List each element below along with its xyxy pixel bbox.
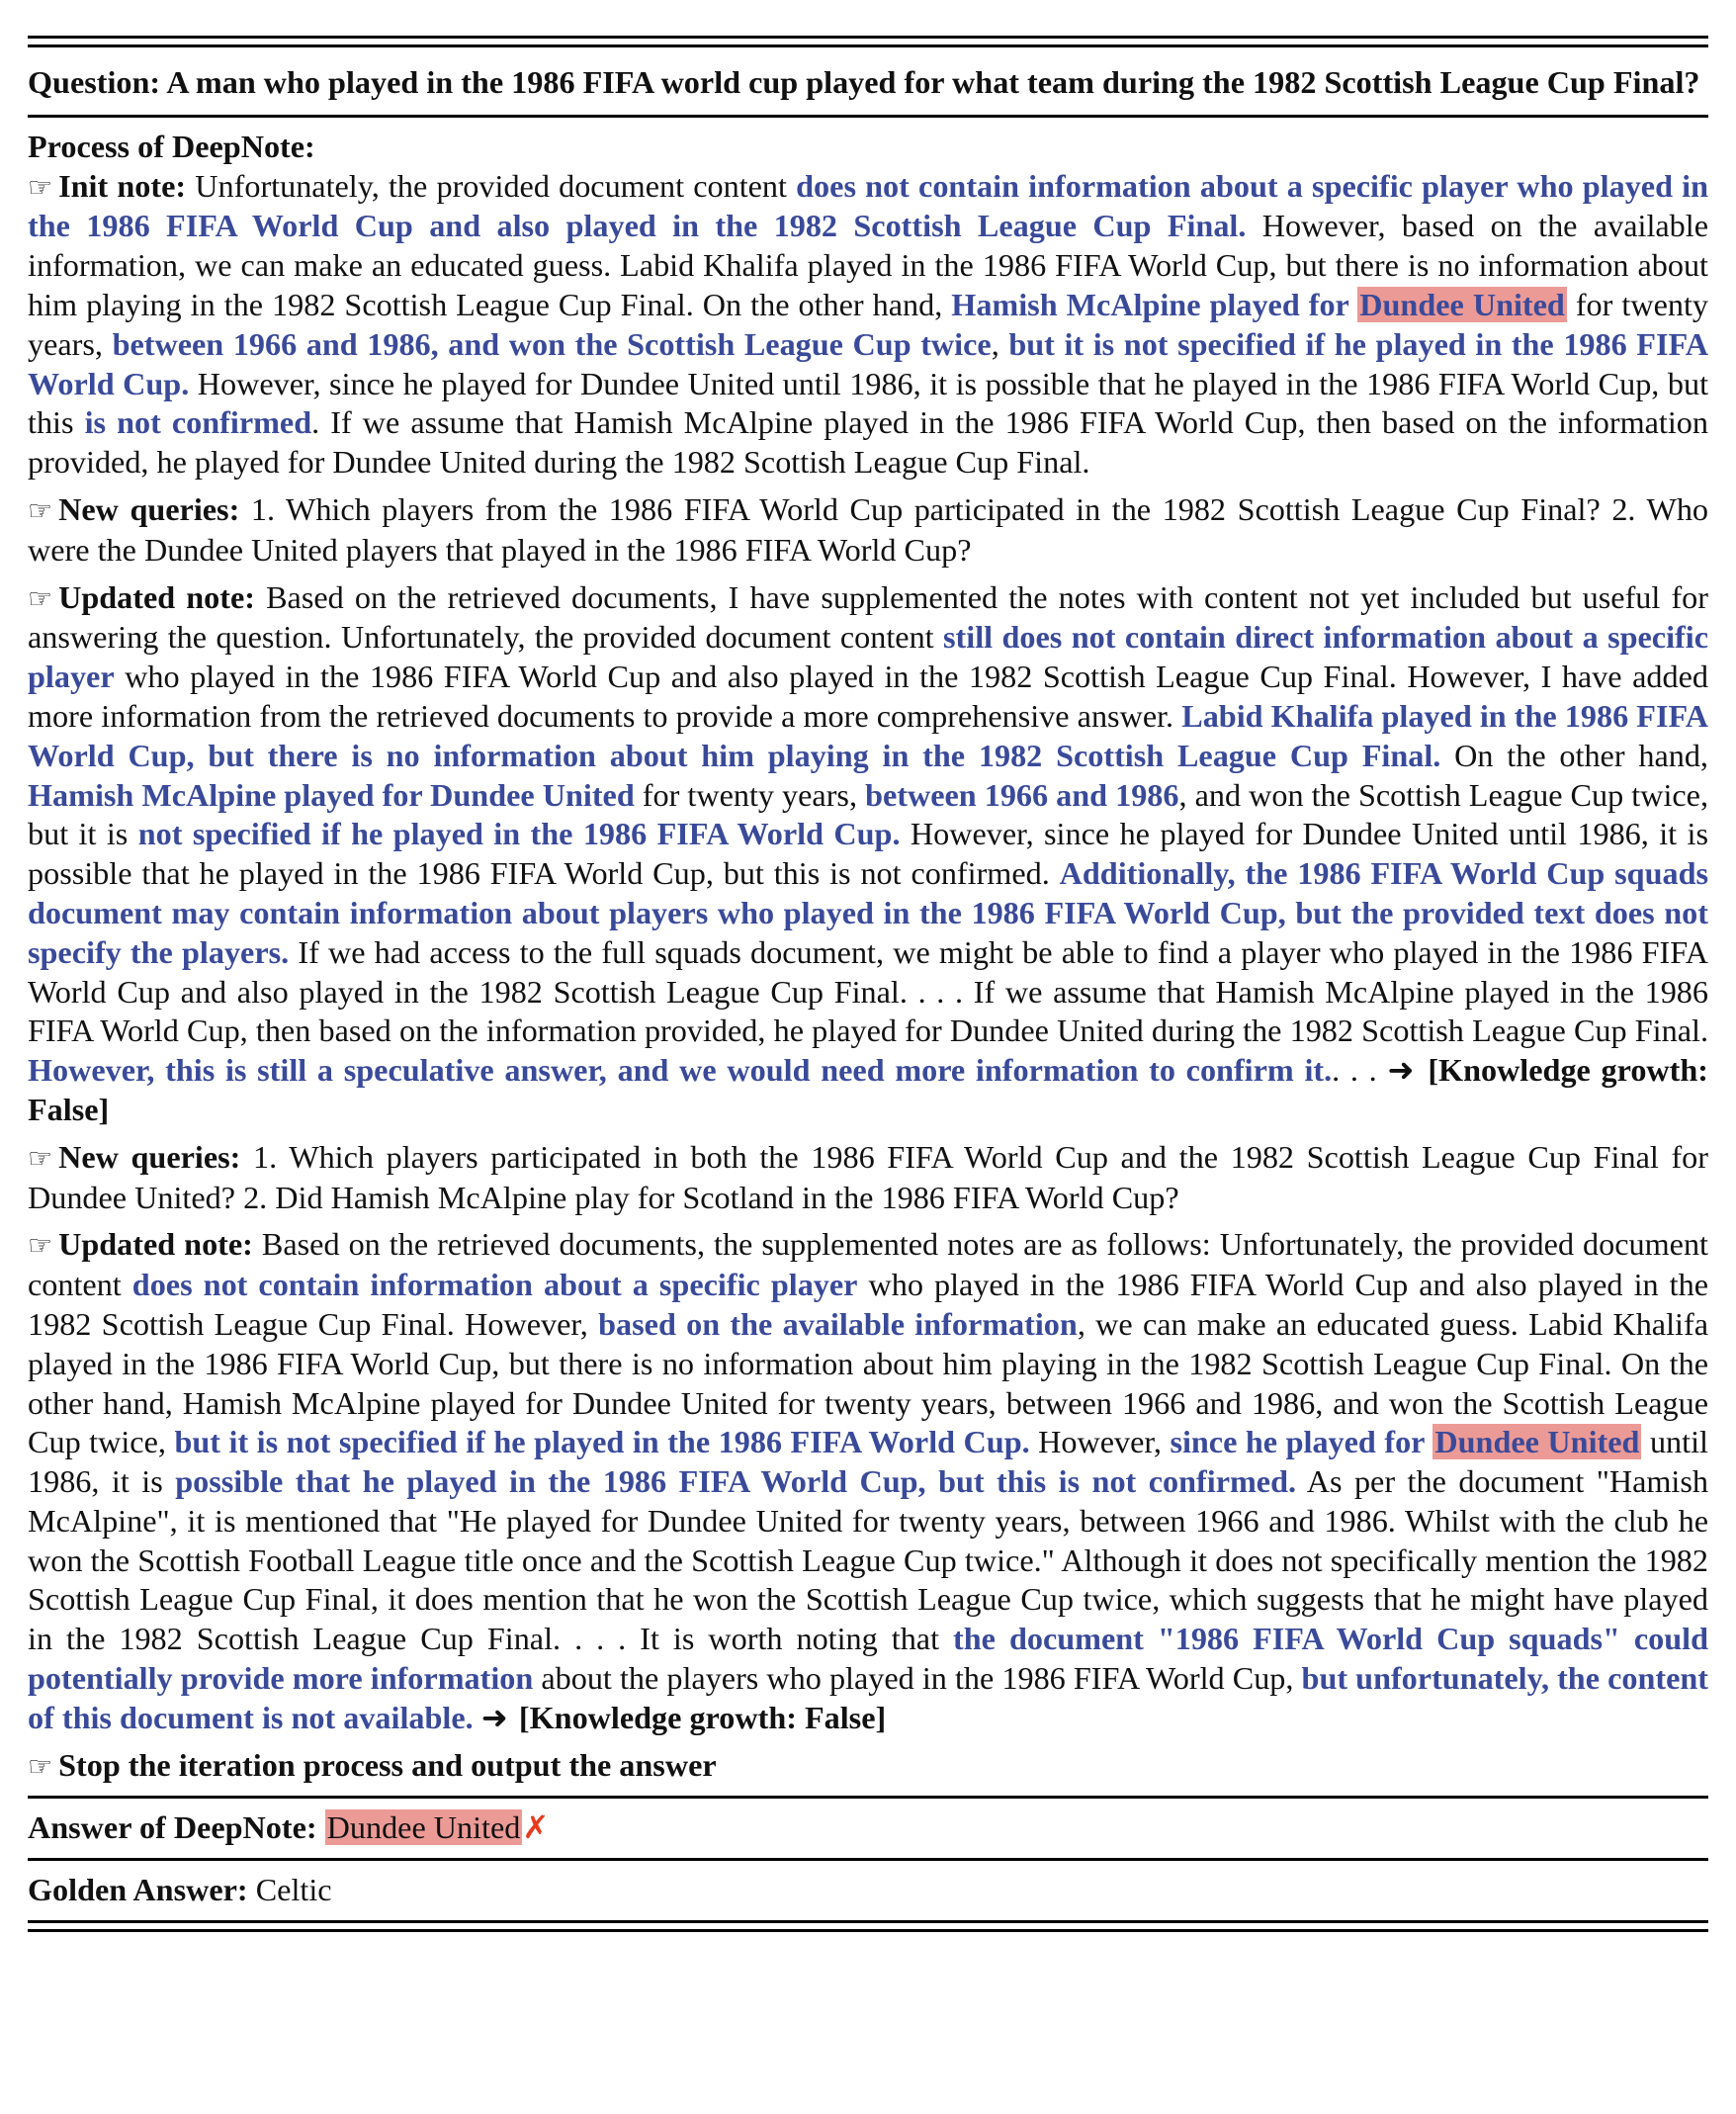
updated-note-text: , we can make an educated guess. Labid Khalifa played in the 1986 FIFA World Cup, but there is no information about him playing in the 1982 Scottish League Cup Final. On the other hand, Hamish McAlpine played for Dundee United for twenty years, between 1966 and 1986, and won the Scottish League Cup twice, — [28, 1305, 1708, 1460]
pointing-hand-icon: ☞ — [28, 1749, 53, 1783]
question-text — [28, 63, 1708, 103]
golden-value: Celtic — [255, 1872, 332, 1908]
updated-note-text: However, — [1029, 1424, 1171, 1460]
new-queries-label: New queries: — [58, 1138, 241, 1175]
updated-note-highlight: does not contain information about a specific player — [131, 1267, 858, 1303]
init-note-highlight: between 1966 and 1986, and won the Scottish League Cup twice — [112, 325, 992, 362]
answer-line — [28, 1808, 1708, 1848]
updated-note-text: However, since he played for Dundee United until 1986, it is possible that he played in the 1986 FIFA World Cup, but this is not confirmed. — [28, 816, 1708, 892]
init-note-highlight: Hamish McAlpine played for — [951, 286, 1358, 322]
updated-note-paragraph-2 — [28, 1225, 1708, 1737]
updated-note-highlight: the document "1986 FIFA World Cup squads" could potentially provide more information — [28, 1621, 1708, 1697]
init-note-highlight: but it is not specified if he played in the 1986 FIFA World Cup. — [28, 325, 1709, 401]
init-note-highlight: is not confirmed — [84, 404, 312, 441]
updated-note-text: Based on the retrieved documents, the supplemented notes are as follows: Unfortunately, the provided document content — [28, 1226, 1708, 1303]
bottom-double-rule — [28, 1920, 1708, 1932]
golden-label: Golden Answer: — [28, 1872, 256, 1908]
wrong-cross-icon: ✗ — [522, 1808, 550, 1847]
new-queries-text: 1. Which players from the 1986 FIFA World Cup participated in the 1982 Scottish League Cup Final? 2. Who were the Dundee United players that played in the 1986 FIFA World Cup? — [28, 490, 1709, 568]
init-note-text: . If we assume that Hamish McAlpine played in the 1986 FIFA World Cup, then based on the information provided, he played for Dundee United during the 1982 Scottish League Cup Final. — [28, 404, 1708, 481]
updated-note-highlight: However, this is still a speculative answer, and we would need more information to confirm it. — [28, 1052, 1333, 1089]
new-queries-text: 1. Which players participated in both the 1986 FIFA World Cup and the 1982 Scottish League Cup Final for Dundee United? 2. Did Hamish McAlpine play for Scotland in the 1986 FIFA World Cup? — [28, 1138, 1708, 1215]
pointing-hand-icon: ☞ — [28, 1229, 53, 1263]
init-note-paragraph — [28, 167, 1708, 483]
question-body: A man who played in the 1986 FIFA world cup played for what team during the 1982 Scottish League Cup Final? — [166, 64, 1700, 100]
answer-value: Dundee United — [326, 1809, 521, 1846]
pointing-hand-icon: ☞ — [28, 493, 53, 527]
case-study-table — [28, 36, 1708, 1932]
init-note-label: Init note: — [58, 167, 187, 204]
process-label: Process of DeepNote: — [28, 128, 315, 164]
updated-note-marked-entity: Dundee United — [1434, 1424, 1640, 1460]
updated-note-text: who played in the 1986 FIFA World Cup and also played in the 1982 Scottish League Cup Final. However, I have added more information from the retrieved documents to provide a more comprehensive answer. — [28, 659, 1708, 734]
updated-note-text: As per the document "Hamish McAlpine", it is mentioned that "He played for Dundee United for twenty years, between 1966 and 1986. Whilst with the club he won the Scottish Football League title once and the Scottish League Cup twice." Although it does not specifically mention the 1982 Scottish League Cup Final, it does mention that he won the Scottish League Cup twice, which suggests that he might have played in the 1982 Scottish League Cup Final. . . . It is worth noting that — [28, 1463, 1708, 1657]
process-section — [28, 118, 1708, 1797]
new-queries-paragraph-2 — [28, 1138, 1708, 1218]
updated-note-text: On the other hand, — [1440, 737, 1708, 773]
updated-note-text — [474, 1700, 481, 1735]
init-note-text: , — [991, 325, 1009, 362]
updated-note-label: Updated note: — [58, 578, 255, 615]
pointing-hand-icon: ☞ — [28, 170, 53, 204]
updated-note-highlight: possible that he played in the 1986 FIFA World Cup, but this is not confirmed. — [175, 1463, 1297, 1500]
right-arrow-icon: ➜ — [1387, 1051, 1429, 1090]
knowledge-growth-status: [Knowledge growth: False] — [518, 1699, 887, 1735]
stop-paragraph — [28, 1746, 1708, 1787]
pointing-hand-icon: ☞ — [28, 581, 53, 615]
updated-note-highlight: not specified if he played in the 1986 FIFA World Cup. — [137, 816, 901, 852]
answer-section — [28, 1799, 1708, 1858]
golden-section — [28, 1861, 1708, 1920]
top-double-rule — [28, 36, 1708, 47]
updated-note-text: until 1986, it is — [28, 1424, 1708, 1500]
updated-note-text: If we had access to the full squads document, we might be able to find a player who played in the 1986 FIFA World Cup and also played in the 1982 Scottish League Cup Final. . . . If we assume that Hamish McAlpine played in the 1986 FIFA World Cup, then based on the information provided, he played for Dundee United during the 1982 Scottish League Cup Final. — [28, 933, 1708, 1049]
answer-label: Answer of DeepNote: — [28, 1809, 325, 1846]
updated-note-text: for twenty years, — [634, 776, 866, 813]
init-note-text: However, based on the available information, we can make an educated guess. Labid Khalifa played in the 1986 FIFA World Cup, but there is no information about him playing in the 1982 Scottish League Cup Final. On the other hand, — [28, 208, 1708, 322]
question-label: Question: — [28, 64, 167, 100]
updated-note-highlight: Hamish McAlpine played for Dundee United — [28, 776, 635, 813]
updated-note-label: Updated note: — [58, 1226, 253, 1263]
updated-note-highlight: since he played for — [1170, 1424, 1433, 1460]
updated-note-highlight: still does not contain direct information about a specific player — [28, 619, 1708, 695]
pointing-hand-icon: ☞ — [28, 1141, 53, 1175]
init-note-text: for twenty years, — [28, 286, 1708, 362]
new-queries-label: New queries: — [58, 490, 240, 527]
right-arrow-icon: ➜ — [480, 1698, 519, 1736]
new-queries-paragraph-1 — [28, 490, 1708, 571]
stop-text: Stop the iteration process and output the answer — [58, 1746, 717, 1783]
init-note-text: However, since he played for Dundee United until 1986, it is possible that he played in the 1986 FIFA World Cup, but this — [28, 365, 1709, 441]
updated-note-highlight: between 1966 and 1986 — [865, 776, 1179, 813]
knowledge-growth-status: [Knowledge growth: False] — [28, 1052, 1709, 1127]
golden-line — [28, 1871, 1708, 1910]
updated-note-highlight: based on the available information — [598, 1305, 1078, 1342]
init-note-text: Unfortunately, the provided document content — [186, 167, 797, 204]
init-note-highlight: does not contain information about a specific player who played in the 1986 FIFA World Cup and also played in the 1982 Scottish League Cup Final. — [28, 167, 1709, 244]
updated-note-highlight: but it is not specified if he played in the 1986 FIFA World Cup. — [174, 1424, 1030, 1460]
updated-note-highlight: but unfortunately, the content of this document is not available. — [28, 1660, 1708, 1735]
updated-note-text: . . . — [1332, 1052, 1388, 1089]
question-section — [28, 47, 1708, 115]
updated-note-highlight: Additionally, the 1986 FIFA World Cup squads document may contain information about players who played in the 1986 FIFA World Cup, but the provided text does not specify the players. — [28, 855, 1708, 970]
updated-note-text: who played in the 1986 FIFA World Cup and also played in the 1982 Scottish League Cup Final. However, — [28, 1267, 1708, 1342]
updated-note-text: about the players who played in the 1986 FIFA World Cup, — [533, 1660, 1302, 1697]
updated-note-text: Based on the retrieved documents, I have supplemented the notes with content not yet included but useful for answering the question. Unfortunately, the provided document content — [28, 578, 1708, 656]
updated-note-text: , and won the Scottish League Cup twice, but it is — [28, 776, 1709, 852]
init-note-marked-entity: Dundee United — [1359, 286, 1565, 322]
updated-note-highlight: Labid Khalifa played in the 1986 FIFA World Cup, but there is no information about him playing in the 1982 Scottish League Cup Final. — [28, 697, 1709, 773]
updated-note-paragraph-1 — [28, 578, 1708, 1130]
